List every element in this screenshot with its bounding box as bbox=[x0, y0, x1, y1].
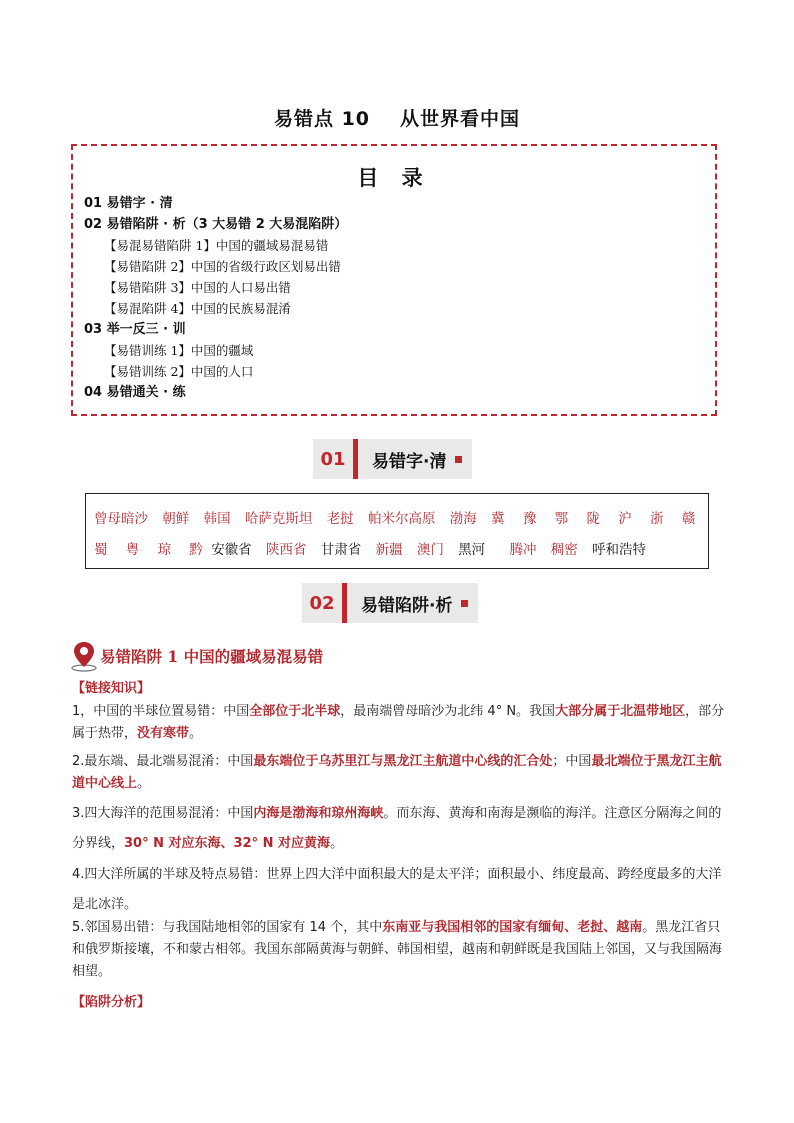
toc-list bbox=[84, 193, 347, 403]
word: 冀 bbox=[491, 511, 505, 527]
toc-subitem[interactable]: 【易错训练 1】中国的疆域 bbox=[104, 343, 254, 358]
trap-title-text: 易错陷阱 1 中国的疆域易混易错 bbox=[100, 647, 324, 666]
paragraph-5: 5.邻国易出错：与我国陆地相邻的国家有 14 个，其中东南亚与我国相邻的国家有缅甸、老挝、越南。黑龙江省只和俄罗斯接壤，不和蒙古相邻。我国东部隔黄海与朝鲜、韩国相望，越南和朝鲜既是我国陆上邻国，又与我国隔海相望。 bbox=[72, 920, 723, 979]
table-of-contents bbox=[71, 144, 717, 416]
toc-subitem[interactable]: 【易混易错陷阱 1】中国的疆域易混易错 bbox=[104, 238, 329, 253]
word: 安徽省 bbox=[211, 542, 252, 558]
word: 新疆 bbox=[375, 542, 403, 558]
word: 澳门 bbox=[416, 542, 444, 558]
toc-item[interactable]: 03 举一反三 · 训 bbox=[84, 322, 186, 337]
word: 韩国 bbox=[203, 511, 231, 527]
word: 琼 bbox=[157, 542, 172, 558]
section-header-2 bbox=[302, 583, 478, 623]
word: 沪 bbox=[618, 511, 632, 527]
paragraph-2: 2.最东端、最北端易混淆：中国最东端位于乌苏里江与黑龙江主航道中心线的汇合处；中国最北端位于黑龙江主航道中心线上。 bbox=[72, 754, 722, 791]
word: 稠密 bbox=[550, 542, 578, 558]
word: 浙 bbox=[650, 511, 664, 527]
word: 陇 bbox=[586, 511, 600, 527]
paragraph-1: 1，中国的半球位置易错：中国全部位于北半球，最南端曾母暗沙为北纬 4° N。我国大部分属于北温带地区，部分属于热带，没有寒带。 bbox=[72, 704, 725, 741]
section-number: 02 bbox=[302, 583, 342, 623]
toc-subitem[interactable]: 【易错陷阱 3】中国的人口易出错 bbox=[104, 280, 291, 295]
error-prone-words-box bbox=[85, 493, 709, 569]
word-row-1 bbox=[94, 507, 705, 527]
toc-subitem[interactable]: 【易混陷阱 4】中国的民族易混淆 bbox=[104, 301, 291, 316]
word: 鄂 bbox=[554, 511, 569, 527]
square-bullet-icon bbox=[461, 600, 468, 607]
toc-heading: 目 录 bbox=[357, 166, 431, 190]
section-title bbox=[358, 439, 472, 479]
word: 老挝 bbox=[326, 511, 354, 527]
square-bullet-icon bbox=[455, 456, 462, 463]
word: 赣 bbox=[681, 511, 696, 527]
section-title bbox=[347, 583, 478, 623]
word: 豫 bbox=[522, 511, 537, 527]
word: 呼和浩特 bbox=[592, 542, 647, 558]
word: 腾冲 bbox=[509, 542, 537, 558]
title-part2: 从世界看中国 bbox=[400, 108, 521, 130]
word: 哈萨克斯坦 bbox=[244, 511, 313, 527]
word: 甘肃省 bbox=[320, 542, 362, 558]
word: 曾母暗沙 bbox=[94, 511, 148, 527]
section-number: 01 bbox=[313, 439, 353, 479]
paragraph-4: 4.四大洋所属的半球及特点易错：世界上四大洋中面积最大的是太平洋；面积最小、纬度最高、跨经度最多的大洋是北冰洋。 bbox=[72, 867, 722, 912]
paragraph-3: 3.四大海洋的范围易混淆：中国内海是渤海和琼州海峡。而东海、黄海和南海是濒临的海洋。注意区分隔海之间的分界线，30° N 对应东海、32° N 对应黄海。 bbox=[72, 806, 722, 851]
word: 黔 bbox=[189, 542, 203, 558]
knowledge-tag: 【链接知识】 bbox=[72, 681, 151, 696]
analysis-tag: 【陷阱分析】 bbox=[72, 995, 151, 1010]
word: 朝鲜 bbox=[162, 511, 190, 527]
map-pin-icon bbox=[70, 640, 98, 672]
page-title bbox=[0, 104, 794, 131]
trap-heading bbox=[70, 640, 323, 672]
word-row-2 bbox=[94, 538, 656, 558]
toc-subitem[interactable]: 【易错训练 2】中国的人口 bbox=[104, 364, 254, 379]
title-part1: 易错点 10 bbox=[273, 108, 371, 130]
word: 蜀 bbox=[94, 542, 108, 558]
word: 帕米尔高原 bbox=[367, 511, 436, 527]
toc-item[interactable]: 02 易错陷阱 · 析（3 大易错 2 大易混陷阱） bbox=[84, 217, 348, 232]
word: 陕西省 bbox=[265, 542, 307, 558]
section-header-1 bbox=[313, 439, 472, 479]
section-title-text: 易错字·清 bbox=[372, 451, 447, 472]
section-title-text: 易错陷阱·析 bbox=[361, 595, 453, 616]
word: 渤海 bbox=[449, 511, 477, 527]
word: 粤 bbox=[125, 542, 140, 558]
toc-item[interactable]: 01 易错字 · 清 bbox=[84, 196, 173, 211]
word: 黑河 bbox=[458, 542, 486, 558]
toc-subitem[interactable]: 【易错陷阱 2】中国的省级行政区划易出错 bbox=[104, 259, 341, 274]
toc-item[interactable]: 04 易错通关 · 练 bbox=[84, 385, 186, 400]
